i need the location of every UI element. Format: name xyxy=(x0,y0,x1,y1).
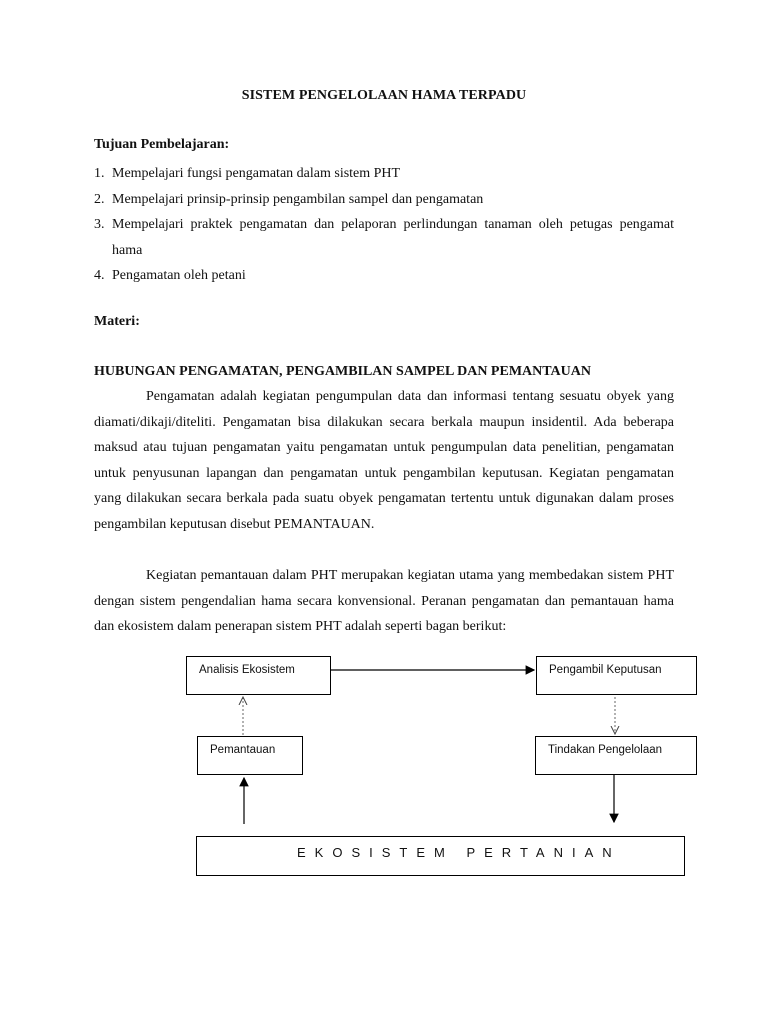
objectives-heading: Tujuan Pembelajaran: xyxy=(94,137,230,152)
paragraph-2: Kegiatan pemantauan dalam PHT merupakan kegiatan utama yang membedakan sistem PHT dengan sistem pengendalian hama secara konvensional. Peranan pengamatan dan pemantauan hama dan ekosistem dalam penerapan sistem PHT adalah seperti bagan berikut: xyxy=(94,568,674,634)
analisis-ekosistem-box: Analisis Ekosistem xyxy=(186,656,331,695)
tindakan-pengelolaan-box: Tindakan Pengelolaan xyxy=(535,736,697,775)
list-item-text: Mempelajari prinsip-prinsip pengambilan sampel dan pengamatan xyxy=(112,191,484,207)
list-item-text: Mempelajari praktek pengamatan dan pelaporan perlindungan tanaman oleh petugas pengamat hama xyxy=(112,217,674,258)
pemantauan-box: Pemantauan xyxy=(197,736,303,775)
list-item-number: 3. xyxy=(94,217,105,232)
list-item-text: Pengamatan oleh petani xyxy=(112,268,246,283)
section-heading: HUBUNGAN PENGAMATAN, PENGAMBILAN SAMPEL DAN PEMANTAUAN xyxy=(94,364,591,379)
ekosistem-pertanian-box: EKOSISTEM PERTANIAN xyxy=(196,836,685,876)
list-item-number: 4. xyxy=(94,268,105,283)
list-item-text: Mempelajari fungsi pengamatan dalam sistem PHT xyxy=(112,166,401,181)
materi-heading: Materi: xyxy=(94,314,140,329)
list-item-number: 2. xyxy=(94,191,105,207)
list-item-number: 1. xyxy=(94,166,105,181)
document-title: SISTEM PENGELOLAAN HAMA TERPADU xyxy=(241,88,527,103)
paragraph-1: Pengamatan adalah kegiatan pengumpulan data dan informasi tentang sesuatu obyek yang diamati/dikaji/diteliti. Pengamatan bisa dilakukan secara berkala maupun insidentil. Ada beberapa maksud atau tujuan pengamatan yaitu pengamatan untuk pengumpulan data penelitian, pengamatan untuk penyusunan lapangan dan pengamatan untuk pengambilan keputusan. Kegiatan pengamatan yang dilakukan secara berkala pada suatu obyek pengamatan tertentu untuk digunakan dalam proses pengambilan keputusan disebut PEMANTAUAN. xyxy=(94,389,674,532)
pengambil-keputusan-box: Pengambil Keputusan xyxy=(536,656,697,695)
